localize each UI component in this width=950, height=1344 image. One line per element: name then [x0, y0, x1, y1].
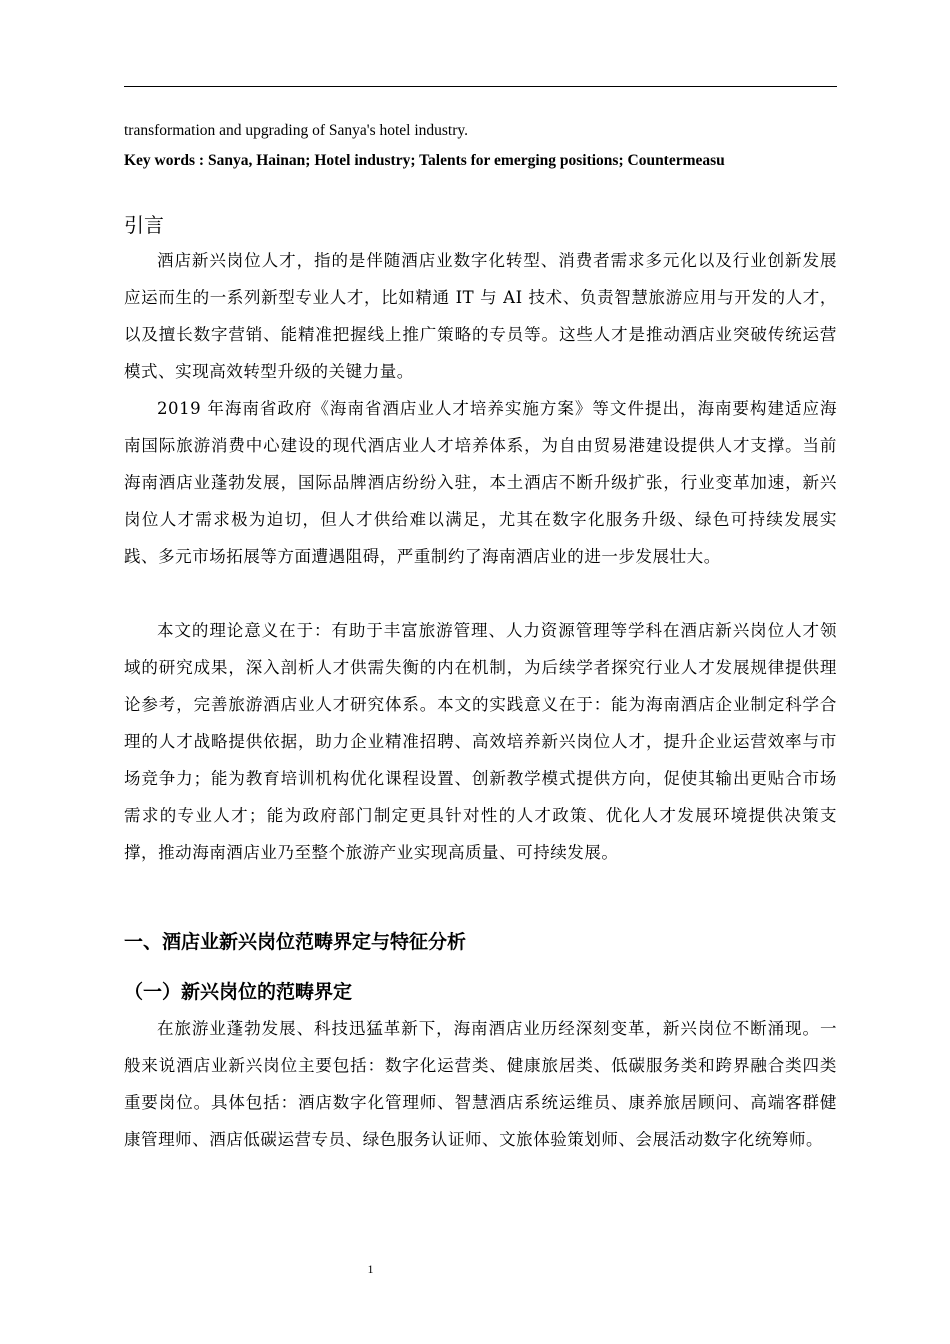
section-1-1-heading: （一）新兴岗位的范畴界定 [124, 981, 353, 1003]
intro-heading: 引言 [124, 213, 164, 237]
keywords-line: Key words : Sanya, Hainan; Hotel industry; Talents for emerging positions; Countermeasu [124, 152, 725, 169]
section-1-1-paragraph: 在旅游业蓬勃发展、科技迅猛革新下，海南酒店业历经深刻变革，新兴岗位不断涌现。一般来说酒店业新兴岗位主要包括：数字化运营类、健康旅居类、低碳服务类和跨界融合类四类重要岗位。具体包括：酒店数字化管理师、智慧酒店系统运维员、康养旅居顾问、高端客群健康管理师、酒店低碳运营专员、绿色服务认证师、文旅体验策划师、会展活动数字化统筹师。 [124, 1019, 837, 1149]
section-1-heading: 一、酒店业新兴岗位范畴界定与特征分析 [124, 931, 467, 953]
intro-paragraph-2: 2019 年海南省政府《海南省酒店业人才培养实施方案》等文件提出，海南要构建适应海南国际旅游消费中心建设的现代酒店业人才培养体系，为自由贸易港建设提供人才支撑。当前海南酒店业蓬勃发展，国际品牌酒店纷纷入驻，本土酒店不断升级扩张，行业变革加速，新兴岗位人才需求极为迫切，但人才供给难以满足，尤其在数字化服务升级、绿色可持续发展实践、多元市场拓展等方面遭遇阻碍，严重制约了海南酒店业的进一步发展壮大。 [124, 399, 837, 566]
intro-paragraph-1: 酒店新兴岗位人才，指的是伴随酒店业数字化转型、消费者需求多元化以及行业创新发展应运而生的一系列新型专业人才，比如精通 IT 与 AI 技术、负责智慧旅游应用与开发的人才，以及擅长数字营销、能精准把握线上推广策略的专员等。这些人才是推动酒店业突破传统运营模式、实现高效转型升级的关键力量。 [124, 251, 837, 381]
abstract-tail-text: transformation and upgrading of Sanya's hotel industry. [124, 122, 469, 139]
page-number: 1 [367, 1262, 374, 1276]
header-rule [124, 86, 837, 87]
intro-paragraph-3: 本文的理论意义在于：有助于丰富旅游管理、人力资源管理等学科在酒店新兴岗位人才领域的研究成果，深入剖析人才供需失衡的内在机制，为后续学者探究行业人才发展规律提供理论参考，完善旅游酒店业人才研究体系。本文的实践意义在于：能为海南酒店企业制定科学合理的人才战略提供依据，助力企业精准招聘、高效培养新兴岗位人才，提升企业运营效率与市场竞争力；能为教育培训机构优化课程设置、创新教学模式提供方向，促使其输出更贴合市场需求的专业人才；能为政府部门制定更具针对性的人才政策、优化人才发展环境提供决策支撑，推动海南酒店业乃至整个旅游产业实现高质量、可持续发展。 [124, 621, 837, 862]
